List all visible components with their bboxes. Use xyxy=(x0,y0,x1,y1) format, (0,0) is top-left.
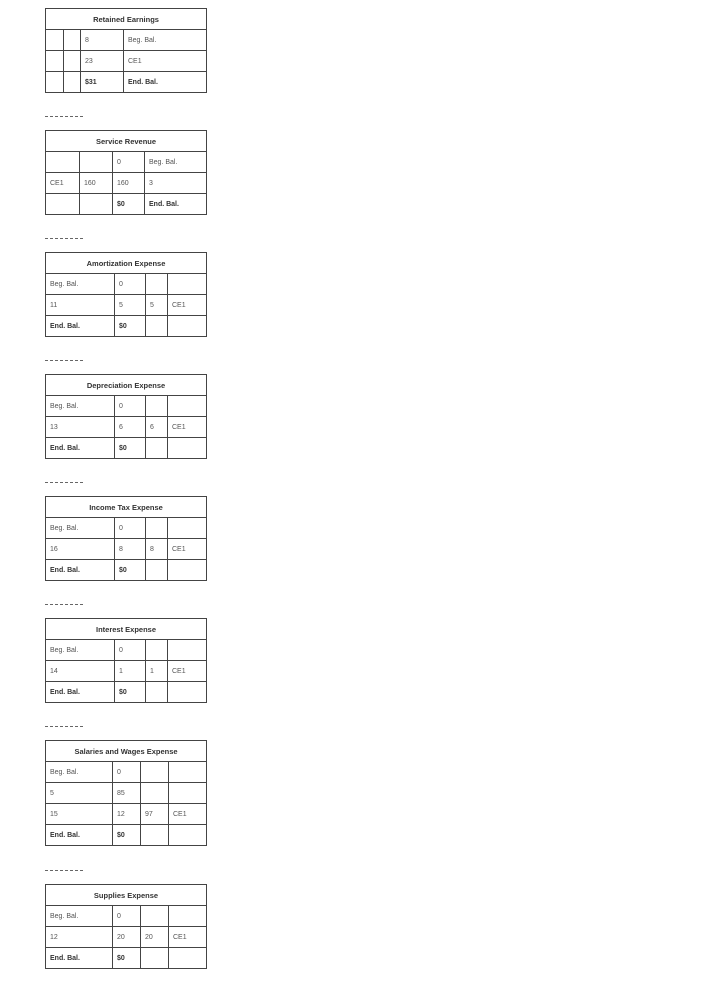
ledger-cell xyxy=(168,560,207,581)
ledger-cell: Beg. Bal. xyxy=(46,274,115,295)
ledger-cell: 8 xyxy=(81,30,124,51)
section-divider xyxy=(45,482,83,483)
ledger-cell xyxy=(168,518,207,539)
t-account-table xyxy=(45,884,207,969)
t-account-table xyxy=(45,740,207,846)
ledger-cell: 1 xyxy=(115,661,146,682)
ledger-row xyxy=(46,539,207,560)
account-title: Supplies Expense xyxy=(46,885,207,906)
ledger-cell xyxy=(168,396,207,417)
ledger-cell xyxy=(141,948,169,969)
ledger-cell: 3 xyxy=(145,173,207,194)
ledger-cell xyxy=(46,152,80,173)
ledger-cell: End. Bal. xyxy=(46,438,115,459)
ledger-row xyxy=(46,927,207,948)
ledger-cell xyxy=(141,762,169,783)
ledger-cell: 12 xyxy=(113,804,141,825)
ledger-cell: End. Bal. xyxy=(46,948,113,969)
ledger-cell: 0 xyxy=(115,518,146,539)
ledger-cell: 8 xyxy=(115,539,146,560)
ledger-cell: End. Bal. xyxy=(124,72,207,93)
ledger-row xyxy=(46,30,207,51)
ledger-cell: 0 xyxy=(115,396,146,417)
t-account-table xyxy=(45,252,207,337)
ledger-cell xyxy=(169,762,207,783)
ledger-cell: $0 xyxy=(115,560,146,581)
ledger-cell xyxy=(80,194,113,215)
ledger-cell: CE1 xyxy=(168,661,207,682)
ledger-cell xyxy=(146,316,168,337)
section-divider xyxy=(45,870,83,871)
ledger-cell: 0 xyxy=(113,762,141,783)
ending-balance-row xyxy=(46,438,207,459)
ledger-cell xyxy=(46,194,80,215)
ledger-cell: 23 xyxy=(81,51,124,72)
ledger-cell: CE1 xyxy=(168,417,207,438)
ledger-cell: CE1 xyxy=(169,927,207,948)
ledger-cell xyxy=(168,274,207,295)
ledger-cell: $0 xyxy=(113,194,145,215)
ledger-cell xyxy=(146,438,168,459)
ledger-cell xyxy=(168,438,207,459)
ledger-cell: $0 xyxy=(113,825,141,846)
account-title: Income Tax Expense xyxy=(46,497,207,518)
ledger-cell: $31 xyxy=(81,72,124,93)
ledger-cell xyxy=(64,51,81,72)
account-title: Amortization Expense xyxy=(46,253,207,274)
ledger-row xyxy=(46,152,207,173)
ledger-cell xyxy=(146,518,168,539)
t-account-table xyxy=(45,618,207,703)
ledger-row xyxy=(46,51,207,72)
ending-balance-row xyxy=(46,948,207,969)
ledger-cell xyxy=(146,682,168,703)
ledger-cell: 1 xyxy=(146,661,168,682)
ledger-row xyxy=(46,783,207,804)
ledger-cell xyxy=(169,948,207,969)
t-account-income-tax-expense xyxy=(45,496,206,581)
account-title: Service Revenue xyxy=(46,131,207,152)
ending-balance-row xyxy=(46,72,207,93)
ledger-cell xyxy=(169,906,207,927)
ending-balance-row xyxy=(46,316,207,337)
ledger-cell: 5 xyxy=(115,295,146,316)
ledger-row xyxy=(46,274,207,295)
t-account-salaries-and-wages-expense xyxy=(45,740,206,846)
ledger-cell xyxy=(64,72,81,93)
ledger-cell: $0 xyxy=(115,682,146,703)
section-divider xyxy=(45,726,83,727)
ledger-row xyxy=(46,518,207,539)
ledger-cell: 6 xyxy=(115,417,146,438)
ledger-cell: CE1 xyxy=(46,173,80,194)
section-divider xyxy=(45,604,83,605)
ledger-cell xyxy=(64,30,81,51)
ledger-cell: $0 xyxy=(115,438,146,459)
ledger-cell: 6 xyxy=(146,417,168,438)
t-account-retained-earnings xyxy=(45,8,206,93)
section-divider xyxy=(45,116,83,117)
t-account-supplies-expense xyxy=(45,884,206,969)
t-account-depreciation-expense xyxy=(45,374,206,459)
ledger-row xyxy=(46,906,207,927)
ledger-cell: 20 xyxy=(141,927,169,948)
ledger-cell: 0 xyxy=(113,152,145,173)
t-account-interest-expense xyxy=(45,618,206,703)
ledger-cell: End. Bal. xyxy=(46,825,113,846)
ending-balance-row xyxy=(46,194,207,215)
ledger-cell xyxy=(141,906,169,927)
ledger-cell xyxy=(146,396,168,417)
ledger-cell xyxy=(80,152,113,173)
ledger-row xyxy=(46,295,207,316)
ledger-cell: Beg. Bal. xyxy=(46,518,115,539)
ledger-cell: Beg. Bal. xyxy=(124,30,207,51)
ledger-cell xyxy=(46,51,64,72)
ledger-cell: 13 xyxy=(46,417,115,438)
t-account-amortization-expense xyxy=(45,252,206,337)
ledger-cell: 5 xyxy=(146,295,168,316)
ledger-cell: Beg. Bal. xyxy=(46,762,113,783)
account-title: Salaries and Wages Expense xyxy=(46,741,207,762)
ledger-row xyxy=(46,640,207,661)
ledger-cell: 5 xyxy=(46,783,113,804)
section-divider xyxy=(45,238,83,239)
ledger-cell: 11 xyxy=(46,295,115,316)
ledger-cell xyxy=(146,640,168,661)
ledger-cell: 14 xyxy=(46,661,115,682)
ending-balance-row xyxy=(46,682,207,703)
ledger-cell: End. Bal. xyxy=(46,560,115,581)
t-account-table xyxy=(45,496,207,581)
ledger-cell: CE1 xyxy=(168,539,207,560)
section-divider xyxy=(45,360,83,361)
ledger-row xyxy=(46,173,207,194)
ledger-cell xyxy=(169,825,207,846)
ledger-cell: 15 xyxy=(46,804,113,825)
t-account-table xyxy=(45,374,207,459)
ledger-cell: Beg. Bal. xyxy=(46,396,115,417)
ledger-cell: 97 xyxy=(141,804,169,825)
ledger-cell: 160 xyxy=(113,173,145,194)
ledger-cell xyxy=(46,72,64,93)
ending-balance-row xyxy=(46,825,207,846)
ledger-cell: CE1 xyxy=(169,804,207,825)
ledger-row xyxy=(46,661,207,682)
account-title: Depreciation Expense xyxy=(46,375,207,396)
ledger-cell xyxy=(168,682,207,703)
ledger-row xyxy=(46,396,207,417)
ledger-cell: 8 xyxy=(146,539,168,560)
ledger-row xyxy=(46,762,207,783)
ledger-cell: 160 xyxy=(80,173,113,194)
ledger-cell xyxy=(46,30,64,51)
ledger-cell xyxy=(168,316,207,337)
account-title: Retained Earnings xyxy=(46,9,207,30)
ledger-cell: 0 xyxy=(113,906,141,927)
ledger-cell xyxy=(169,783,207,804)
ledger-cell xyxy=(146,274,168,295)
ledger-cell: 0 xyxy=(115,640,146,661)
ledger-cell: CE1 xyxy=(168,295,207,316)
ledger-cell xyxy=(141,783,169,804)
t-account-table xyxy=(45,130,207,215)
ledger-cell: Beg. Bal. xyxy=(46,906,113,927)
ledger-row xyxy=(46,804,207,825)
t-account-table xyxy=(45,8,207,93)
ledger-cell xyxy=(168,640,207,661)
ledger-cell: Beg. Bal. xyxy=(46,640,115,661)
ledger-cell: $0 xyxy=(113,948,141,969)
ledger-cell: End. Bal. xyxy=(46,682,115,703)
account-title: Interest Expense xyxy=(46,619,207,640)
ledger-cell: Beg. Bal. xyxy=(145,152,207,173)
ledger-cell: 12 xyxy=(46,927,113,948)
t-account-service-revenue xyxy=(45,130,206,215)
ledger-cell: CE1 xyxy=(124,51,207,72)
ledger-cell: 0 xyxy=(115,274,146,295)
ledger-cell: 16 xyxy=(46,539,115,560)
ending-balance-row xyxy=(46,560,207,581)
ledger-cell: End. Bal. xyxy=(46,316,115,337)
ledger-cell: 85 xyxy=(113,783,141,804)
ledger-cell: 20 xyxy=(113,927,141,948)
ledger-cell xyxy=(146,560,168,581)
ledger-row xyxy=(46,417,207,438)
ledger-cell: End. Bal. xyxy=(145,194,207,215)
ledger-cell: $0 xyxy=(115,316,146,337)
ledger-cell xyxy=(141,825,169,846)
